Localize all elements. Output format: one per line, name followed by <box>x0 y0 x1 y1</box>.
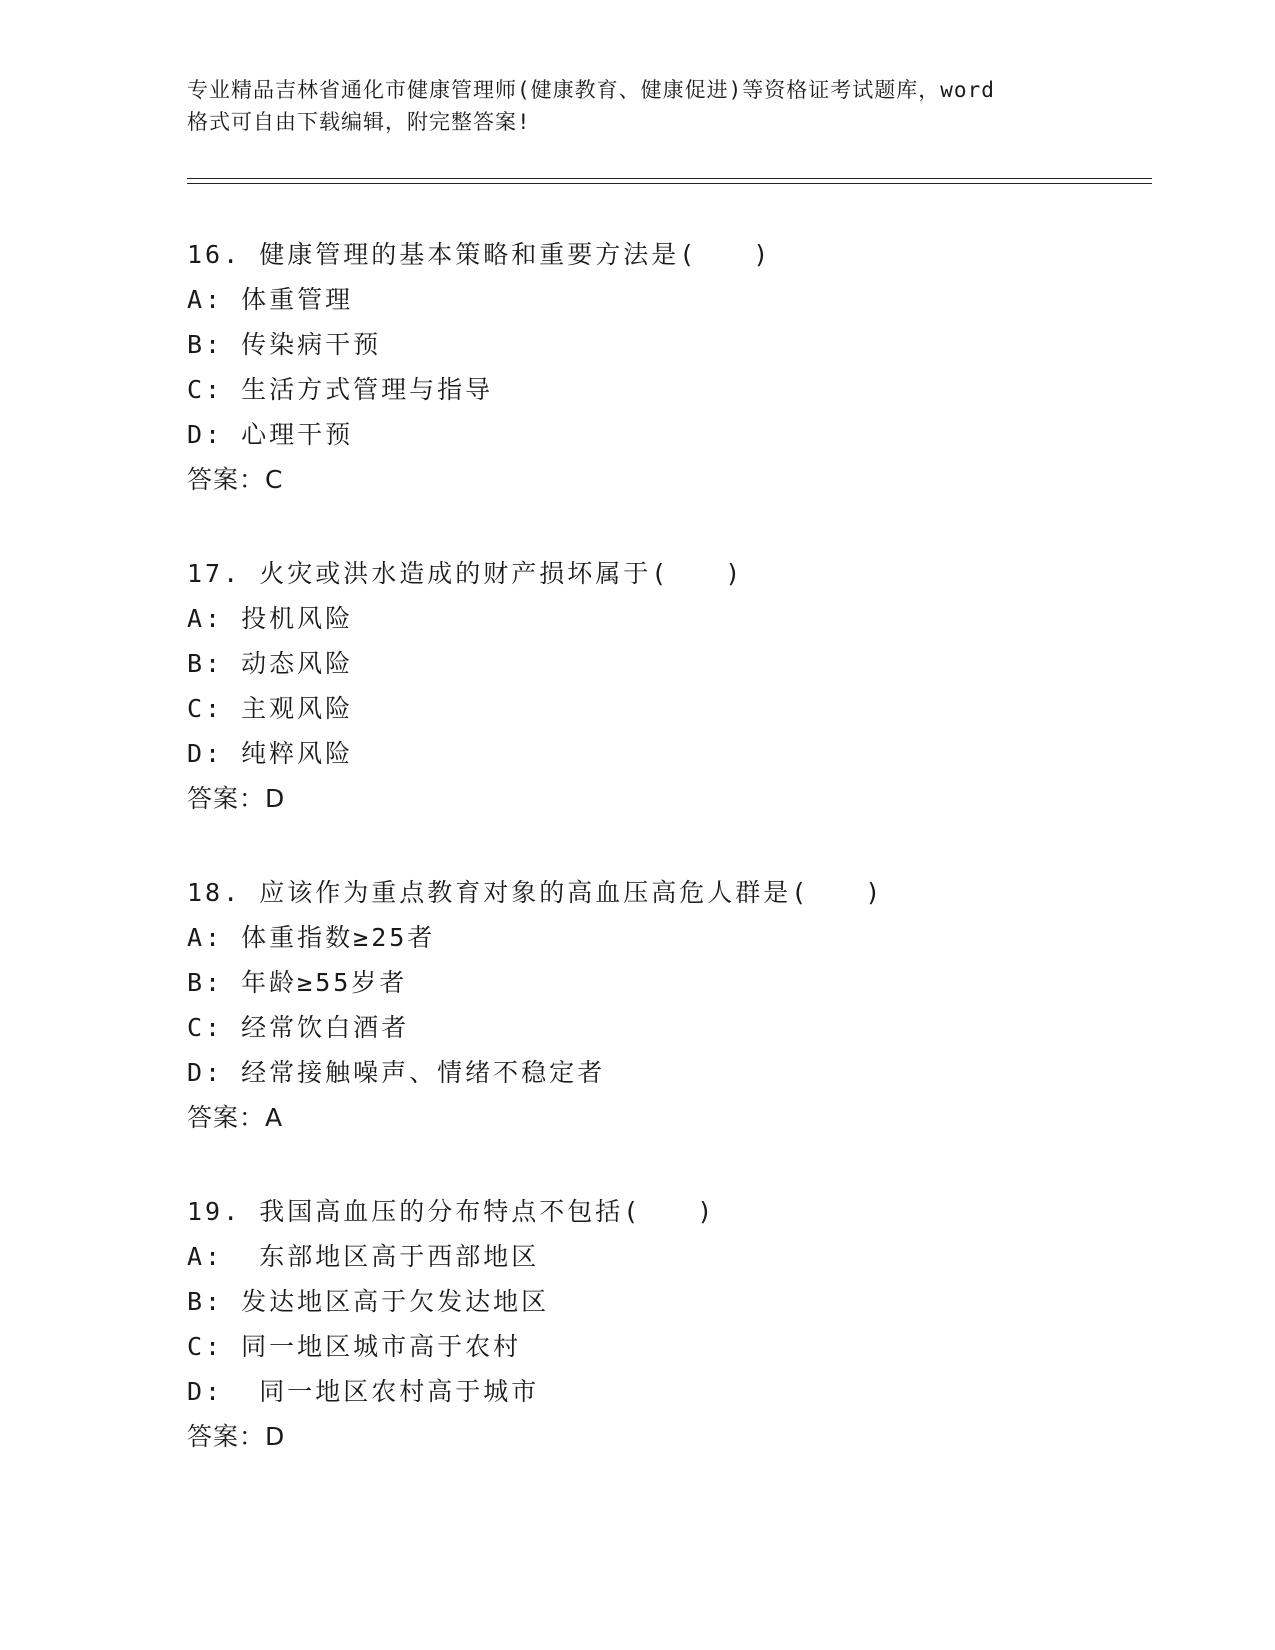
option-b: B: 动态风险 <box>187 649 354 678</box>
question-stem: 16. 健康管理的基本策略和重要方法是( ) <box>187 240 772 269</box>
option-b: B: 发达地区高于欠发达地区 <box>187 1287 550 1316</box>
option-a: A: 投机风险 <box>187 604 354 633</box>
header-line-1: 专业精品吉林省通化市健康管理师(健康教育、健康促进)等资格证考试题库，word <box>187 78 995 102</box>
header-divider-top <box>187 178 1152 179</box>
answer: 答案：D <box>187 784 286 813</box>
answer: 答案：A <box>187 1103 284 1132</box>
option-a: A: 体重管理 <box>187 285 354 314</box>
option-b: B: 传染病干预 <box>187 330 382 359</box>
question-17 <box>187 551 1147 821</box>
question-19 <box>187 1189 1147 1459</box>
answer: 答案：D <box>187 1422 286 1451</box>
header-line-2: 格式可自由下载编辑，附完整答案! <box>187 110 531 134</box>
option-b: B: 年龄≥55岁者 <box>187 968 408 997</box>
question-stem: 17. 火灾或洪水造成的财产损坏属于( ) <box>187 559 744 588</box>
option-d: D: 同一地区农村高于城市 <box>187 1377 540 1406</box>
option-a: A: 东部地区高于西部地区 <box>187 1242 540 1271</box>
option-d: D: 心理干预 <box>187 420 354 449</box>
question-stem: 19. 我国高血压的分布特点不包括( ) <box>187 1197 716 1226</box>
document-header <box>187 74 1087 138</box>
question-stem: 18. 应该作为重点教育对象的高血压高危人群是( ) <box>187 878 884 907</box>
option-a: A: 体重指数≥25者 <box>187 923 436 952</box>
option-c: C: 生活方式管理与指导 <box>187 375 494 404</box>
option-d: D: 经常接触噪声、情绪不稳定者 <box>187 1058 606 1087</box>
question-18 <box>187 870 1147 1140</box>
header-divider-bottom <box>187 183 1152 184</box>
option-c: C: 主观风险 <box>187 694 354 723</box>
option-c: C: 经常饮白酒者 <box>187 1013 410 1042</box>
question-16 <box>187 232 1147 502</box>
option-c: C: 同一地区城市高于农村 <box>187 1332 522 1361</box>
option-d: D: 纯粹风险 <box>187 739 354 768</box>
answer: 答案：C <box>187 465 284 494</box>
